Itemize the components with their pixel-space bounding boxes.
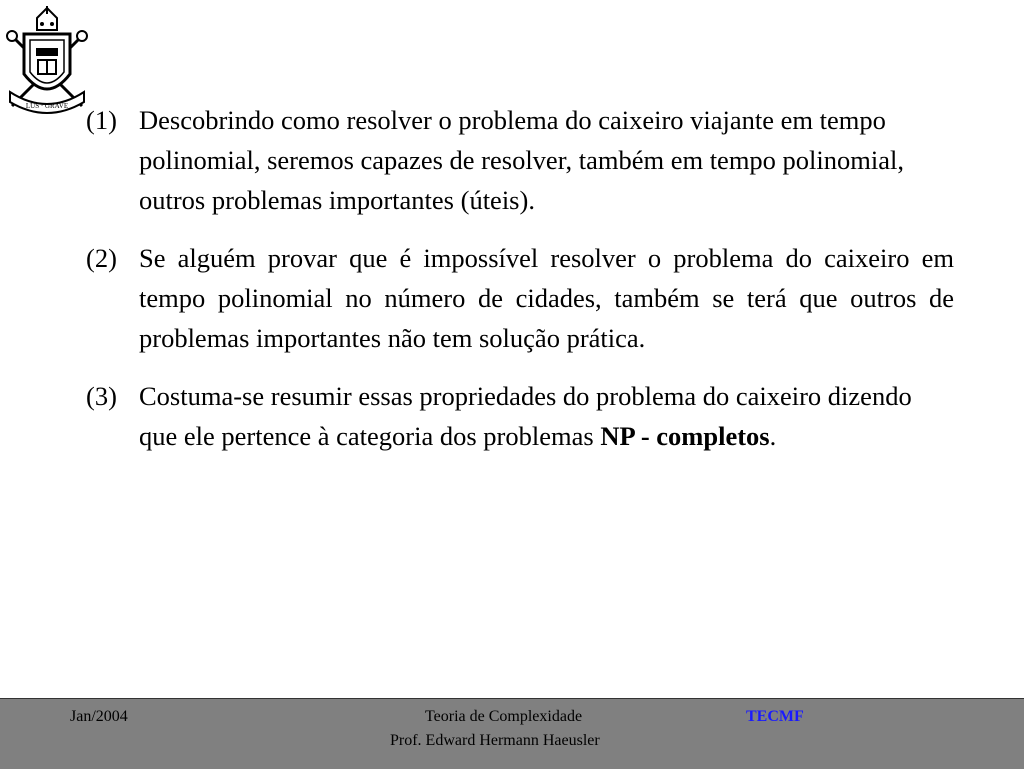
footer-tag: TECMF (746, 708, 804, 725)
footer-author: Prof. Edward Hermann Haeusler (390, 732, 600, 749)
item-text-before: Costuma-se resumir essas propriedades do problema do caixeiro dizendo que ele pertence à categoria dos problemas (139, 381, 912, 451)
footer-course-title: Teoria de Complexidade (425, 708, 583, 725)
np-complete-term: NP - completos (600, 421, 770, 451)
item-text (139, 376, 954, 456)
slide-footer (0, 698, 1024, 769)
item-number: (2) (86, 243, 117, 273)
list-item-1 (86, 100, 954, 220)
footer-date: Jan/2004 (70, 708, 128, 725)
item-text: Se alguém provar que é impossível resolver o problema do caixeiro em tempo polinomial no número de cidades, também se terá que outros de problemas importantes não tem solução prática. (139, 243, 954, 353)
list-item-3 (86, 376, 954, 456)
item-number: (1) (86, 105, 117, 135)
slide-content (86, 100, 954, 474)
item-text-after: . (769, 421, 777, 451)
university-seal-logo (4, 4, 90, 120)
list-item-2 (86, 238, 954, 358)
item-number: (3) (86, 381, 117, 411)
svg-text:LUS · GRAVE: LUS · GRAVE (25, 102, 69, 110)
item-text: Descobrindo como resolver o problema do caixeiro viajante em tempo polinomial, seremos capazes de resolver, também em tempo polinomial, outros problemas importantes (úteis). (139, 105, 905, 215)
